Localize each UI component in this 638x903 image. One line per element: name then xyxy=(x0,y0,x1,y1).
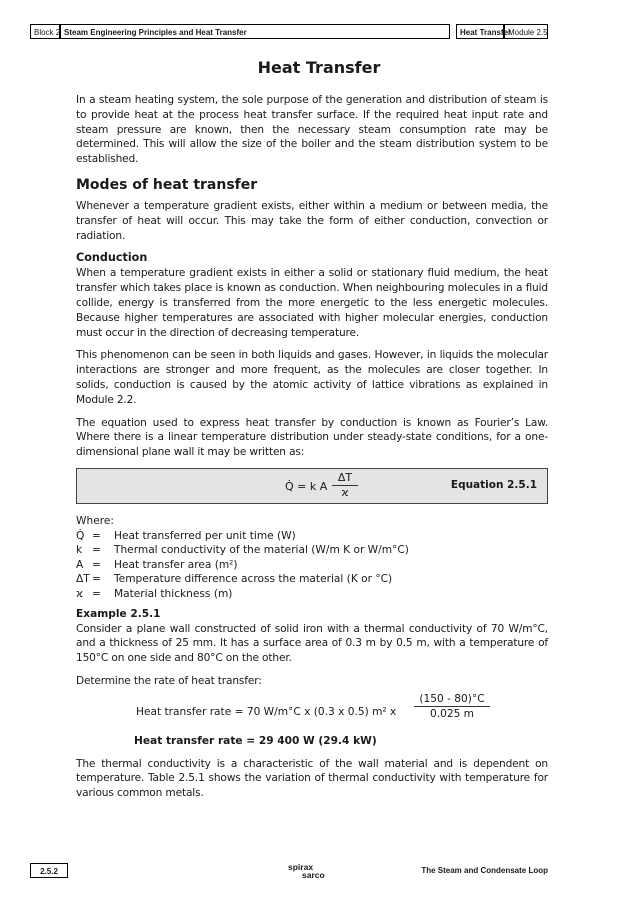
where-description: Thermal conductivity of the material (W/m K or W/m°C) xyxy=(114,544,409,557)
calculation-result: Heat transfer rate = 29 400 W (29.4 kW) xyxy=(134,734,377,747)
page-title: Heat Transfer xyxy=(257,58,381,77)
calculation xyxy=(76,691,548,731)
logo-line-2: sarco xyxy=(302,870,325,880)
calculation-fraction xyxy=(414,692,490,722)
calculation-lhs: Heat transfer rate = 70 W/m°C x (0.3 x 0.5) m² x xyxy=(136,705,397,718)
conduction-paragraph-2: This phenomenon can be seen in both liquids and gases. However, in liquids the molecular interactions are stronger and more frequent, as the molecules are closer together. In solids, conduction is caused by the atomic activity of lattice vibrations as explained in Module 2.2. xyxy=(76,349,548,406)
header-block-title: Steam Engineering Principles and Heat Transfer xyxy=(60,24,450,39)
where-description: Temperature difference across the material (K or °C) xyxy=(114,573,393,586)
modes-heading: Modes of heat transfer xyxy=(76,176,258,193)
where-equals: = xyxy=(92,587,101,600)
logo-line-1: spirax xyxy=(288,862,314,872)
where-description: Heat transferred per unit time (W) xyxy=(114,529,296,542)
modes-paragraph: Whenever a temperature gradient exists, either within a medium or between media, the transfer of heat will occur. This may take the form of either conduction, convection or radiation. xyxy=(76,199,548,242)
where-symbol: k xyxy=(76,544,83,557)
where-item xyxy=(76,558,548,573)
where-description: Heat transfer area (m²) xyxy=(114,558,238,571)
example-heading: Example 2.5.1 xyxy=(76,607,161,620)
header-section: Heat Transfer xyxy=(456,24,504,39)
where-symbol: ϰ xyxy=(76,587,84,600)
footer-title: The Steam and Condensate Loop xyxy=(421,866,548,875)
equation-denominator: ϰ xyxy=(341,485,349,499)
equation-fraction xyxy=(332,471,358,500)
equation-numerator: ΔT xyxy=(332,471,358,486)
where-equals: = xyxy=(92,529,101,542)
equation-box xyxy=(76,468,548,504)
where-symbol: Q̇ xyxy=(76,529,85,542)
example-paragraph: Consider a plane wall constructed of solid iron with a thermal conductivity of 70 W/m°C, and a thickness of 25 mm. It has a surface area of 0.3 m by 0.5 m, with a temperature of 150°C on one side and 80°C on the other. xyxy=(76,622,548,665)
equation-lhs: Q̇ = k A xyxy=(285,479,328,493)
page-number: 2.5.2 xyxy=(30,863,68,878)
conduction-heading: Conduction xyxy=(76,251,148,265)
page-header xyxy=(30,24,548,40)
where-label: Where: xyxy=(76,514,114,527)
header-block: Block 2 xyxy=(30,24,60,39)
where-list xyxy=(76,514,548,602)
equation-label: Equation 2.5.1 xyxy=(450,478,537,491)
calculation-denominator: 0.025 m xyxy=(429,707,474,720)
spirax-sarco-logo xyxy=(288,863,338,879)
where-item xyxy=(76,529,548,544)
where-symbol: A xyxy=(76,558,84,571)
where-item xyxy=(76,587,548,602)
intro-paragraph: In a steam heating system, the sole purpose of the generation and distribution of steam is to provide heat at the process heat transfer surface. If the required heat input rate and steam pressure are known, then the necessary steam consumption rate may be determined. This will allow the size of the boiler and the steam distribution system to be established. xyxy=(76,94,548,166)
where-equals: = xyxy=(92,573,101,586)
where-symbol: ΔT xyxy=(76,573,90,586)
closing-paragraph: The thermal conductivity is a characteristic of the wall material and is dependent on temperature. Table 2.5.1 shows the variation of thermal conductivity with temperature for various common metals. xyxy=(76,757,548,800)
where-equals: = xyxy=(92,558,101,571)
where-item xyxy=(76,543,548,558)
example-question: Determine the rate of heat transfer: xyxy=(76,674,262,687)
conduction-paragraph-3: The equation used to express heat transfer by conduction is known as Fourier’s Law. Where there is a linear temperature distribution under steady-state conditions, for a one-dimensional plane wall it may be written as: xyxy=(76,416,548,459)
calculation-numerator: (150 - 80)°C xyxy=(414,692,490,707)
main-content xyxy=(76,93,548,809)
where-item xyxy=(76,572,548,587)
conduction-paragraph-1: When a temperature gradient exists in either a solid or stationary fluid medium, the heat transfer which takes place is known as conduction. When neighbouring molecules in a fluid collide, energy is transferred from the more energetic to the less energetic molecules. Because higher temperatures are associated with higher molecular energies, conduction must occur in the direction of decreasing temperature. xyxy=(76,267,548,339)
where-equals: = xyxy=(92,544,101,557)
header-module: Module 2.5 xyxy=(504,24,548,39)
page-footer xyxy=(30,863,548,879)
where-description: Material thickness (m) xyxy=(114,587,233,600)
